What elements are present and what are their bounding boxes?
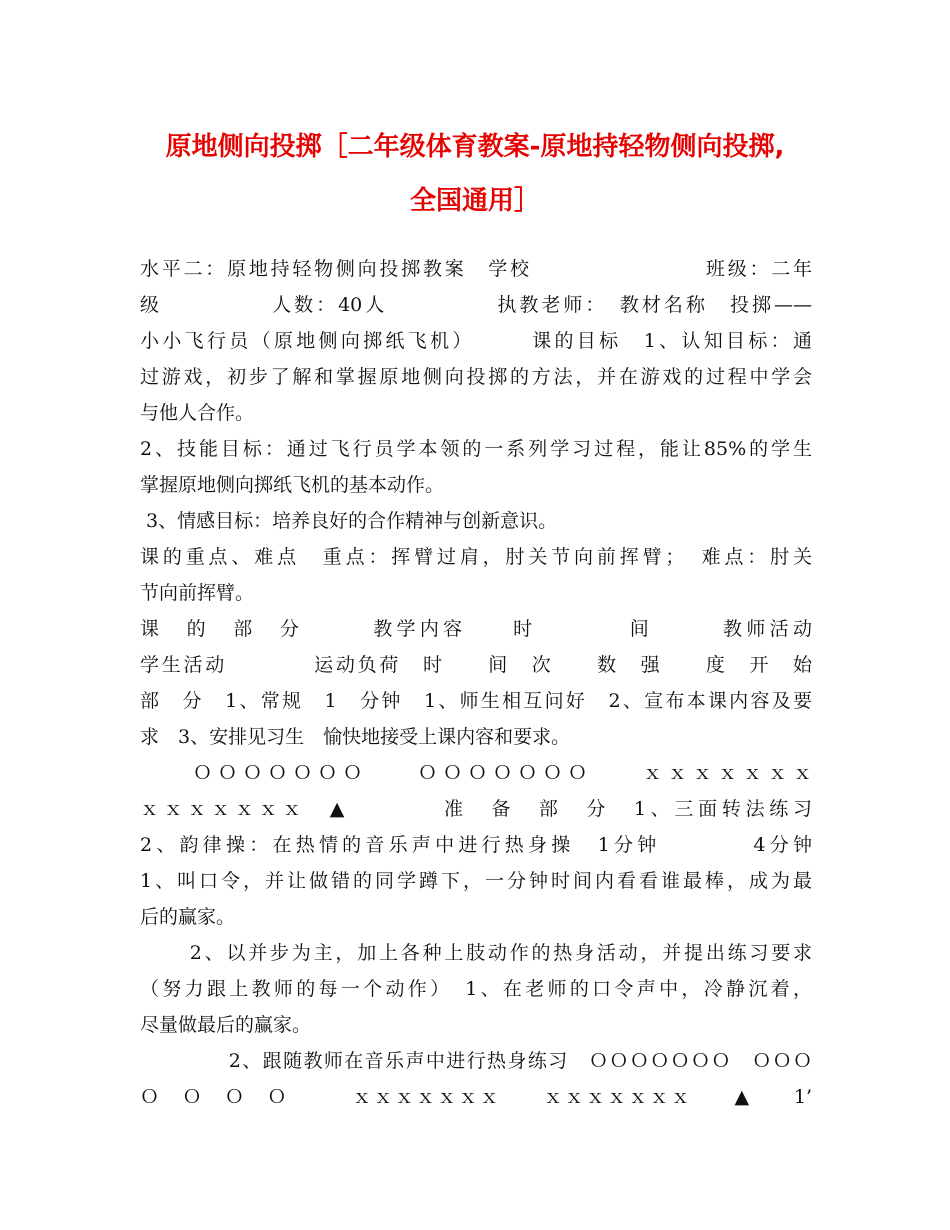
- body-line: 过游戏，初步了解和掌握原地侧向投掷的方法，并在游戏的过程中学会: [140, 366, 812, 388]
- body-line: 级 人数：40人 执教老师： 教材名称 投掷——: [140, 294, 812, 316]
- document-title-line-2: 全国通用］: [409, 186, 540, 216]
- document-title-line-1: 原地侧向投掷［二年级体育教案-原地持轻物侧向投掷,: [165, 132, 785, 162]
- body-line: ＯＯＯＯＯＯＯ ＯＯＯＯＯＯＯ ｘｘｘｘｘｘｘ: [168, 762, 812, 784]
- body-line: 掌握原地侧向掷纸飞机的基本动作。: [140, 474, 445, 496]
- body-line: 课 的 部 分 教学内容 时 间 教师活动: [140, 618, 812, 640]
- body-line: 部 分 1、常规 1 分钟 1、师生相互问好 2、宣布本课内容及要: [140, 690, 812, 712]
- body-line: 与他人合作。: [140, 402, 255, 424]
- body-line: 水平二：原地持轻物侧向投掷教案 学校 班级：二年: [140, 258, 812, 280]
- body-line: 2、以并步为主，加上各种上肢动作的热身活动，并提出练习要求: [168, 942, 812, 964]
- body-line: 2、技能目标：通过飞行员学本领的一系列学习过程，能让85%的学生: [140, 438, 812, 460]
- body-line: 学生活动 运动负荷 时 间 次 数 强 度 开 始: [140, 654, 812, 676]
- body-line: ｘｘｘｘｘｘｘ ▲ 准 备 部 分 1、三面转法练习: [140, 798, 812, 820]
- body-line: 课的重点、难点 重点：挥臂过肩，肘关节向前挥臂； 难点：肘关: [140, 546, 812, 568]
- body-line: Ｏ Ｏ Ｏ Ｏ ｘｘｘｘｘｘｘ ｘｘｘｘｘｘｘ ▲ 1’: [140, 1086, 812, 1108]
- body-line: 1、叫口令，并让做错的同学蹲下，一分钟时间内看看谁最棒，成为最: [140, 870, 812, 892]
- body-line: 2、韵律操：在热情的音乐声中进行热身操 1分钟 4分钟: [140, 834, 812, 856]
- body-line: 小小飞行员（原地侧向掷纸飞机） 课的目标 1、认知目标：通: [140, 330, 812, 352]
- body-line: 尽量做最后的赢家。: [140, 1014, 312, 1036]
- body-line: 2、跟随教师在音乐声中进行热身练习 ＯＯＯＯＯＯＯ ＯＯＯ: [188, 1050, 812, 1072]
- body-line: 节向前挥臂。: [140, 582, 255, 604]
- body-line: 后的赢家。: [140, 906, 236, 928]
- body-line: 3、情感目标：培养良好的合作精神与创新意识。: [140, 510, 558, 532]
- body-line: 求 3、安排见习生 愉快地接受上课内容和要求。: [140, 726, 571, 748]
- body-line: （努力跟上教师的每一个动作） 1、在老师的口令声中，冷静沉着，: [140, 978, 812, 1000]
